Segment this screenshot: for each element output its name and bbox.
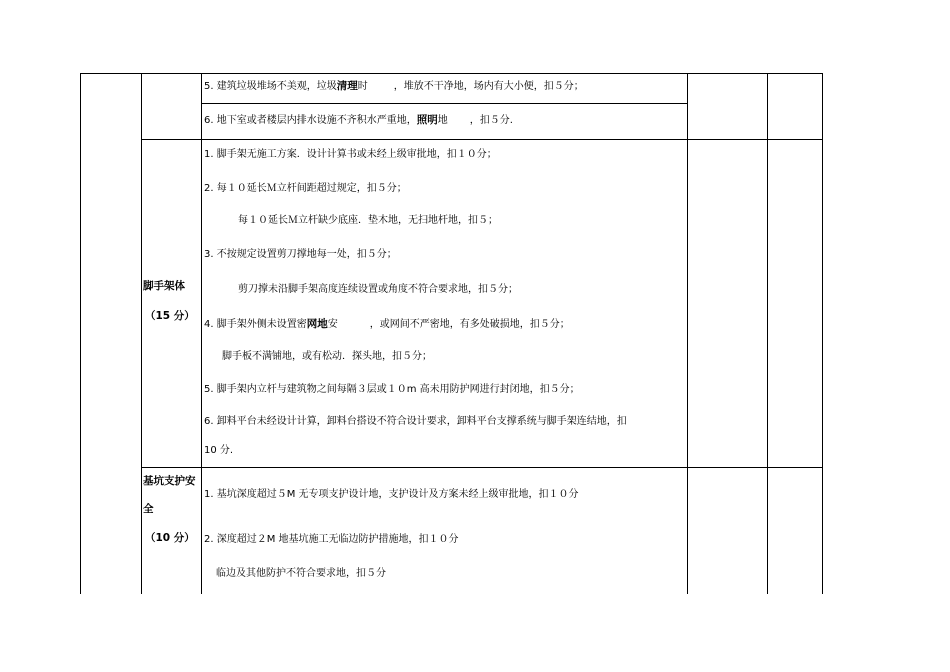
deduction-item-continued: 10 分.: [204, 445, 234, 456]
deduction-item: 6. 卸料平台未经设计计算，卸料台搭设不符合设计要求，卸料平台支撑系统与脚手架连结地，扣: [204, 416, 627, 427]
deduction-item: 剪刀撑未沿脚手架高度连续设置或角度不符合要求地，扣５分；: [238, 284, 518, 295]
row-line-item5: [201, 103, 687, 104]
deduction-item: 3. 不按规定设置剪刀撑地每一处，扣５分；: [204, 249, 397, 260]
deduction-item: 1. 基坑深度超过５M 无专项支护设计地，支护设计及方案未经上级审批地，扣１０分: [204, 489, 579, 500]
section-score: （10 分）: [145, 532, 195, 544]
table-col-divider-2: [201, 74, 202, 594]
section-score: （15 分）: [145, 310, 195, 322]
deduction-item: 4. 脚手架外侧未设置密网地安 ，或网间不严密地，有多处破损地，扣５分；: [204, 318, 570, 330]
section-title: 全: [143, 503, 154, 515]
row-line-section2-end: [141, 467, 823, 468]
section-title: 脚手架体: [143, 280, 185, 292]
deduction-item: 6. 地下室或者楼层内排水设施不齐积水严重地，照明地 ，扣５分.: [204, 114, 513, 126]
section-title: 基坑支护安: [143, 475, 196, 487]
table-col-divider-1: [141, 74, 142, 594]
table-top-line: [80, 73, 823, 74]
deduction-item: 脚手板不满铺地，或有松动．探头地，扣５分；: [222, 351, 432, 362]
deduction-item: 5. 建筑垃圾堆场不美观，垃圾清理时 ，堆放不干净地，场内有大小便，扣５分；: [204, 80, 584, 92]
deduction-item: 2. 深度超过２M 地基坑施工无临边防护措施地，扣１０分: [204, 534, 459, 545]
deduction-item: 1. 脚手架无施工方案．设计计算书或未经上级审批地，扣１０分；: [204, 149, 497, 160]
table-border-right: [822, 74, 823, 594]
deduction-item: 临边及其他防护不符合要求地，扣５分: [216, 568, 386, 579]
row-line-section1-end: [141, 139, 823, 140]
table-border-left: [80, 74, 81, 594]
deduction-item: 5. 脚手架内立杆与建筑物之间每隔３层或１０m 高未用防护网进行封闭地，扣５分；: [204, 384, 580, 395]
deduction-item: 2. 每１０延长Ｍ立杆间距超过规定，扣５分；: [204, 183, 407, 194]
deduction-item: 每１０延长Ｍ立杆缺少底座．垫木地，无扫地杆地，扣５；: [238, 215, 498, 226]
table-col-divider-3: [687, 74, 688, 594]
table-col-divider-4: [767, 74, 768, 594]
